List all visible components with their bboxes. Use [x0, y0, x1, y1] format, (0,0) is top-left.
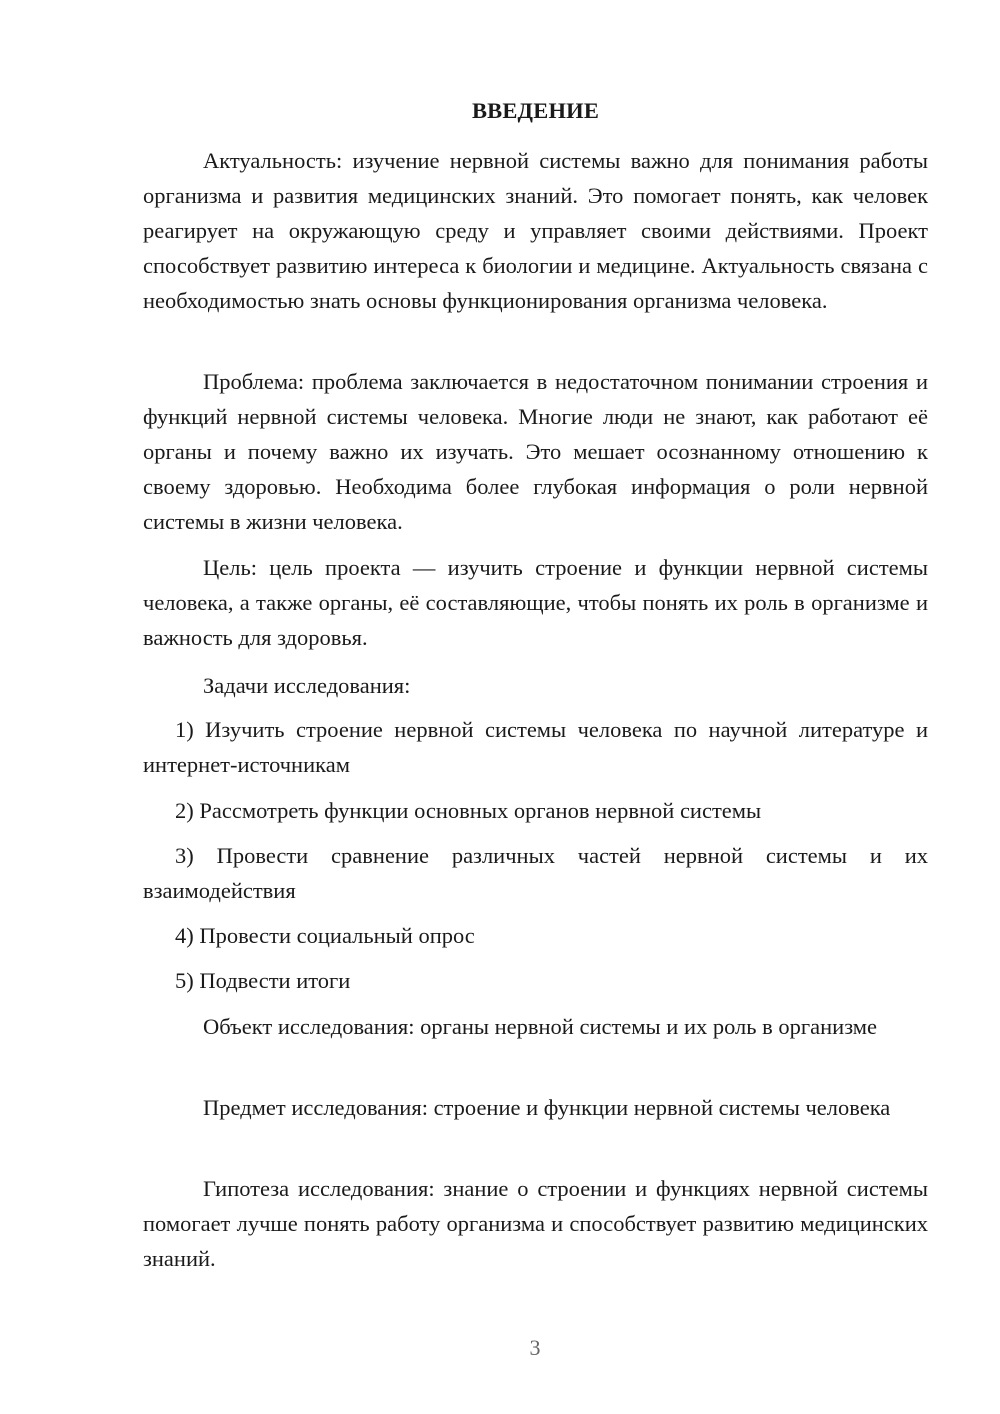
subject-paragraph: Предмет исследования: строение и функции нервной системы человека — [203, 1095, 891, 1120]
problem-paragraph: Проблема: проблема заключается в недостаточном понимании строения и функций нервной системы человека. Многие люди не знают, как работают её органы и почему важно их изучать. Это мешает осознанному отношению к своему здоровью. Необходима более глубокая информация о роли нервной системы в жизни человека. — [143, 369, 928, 534]
relevance-paragraph: Актуальность: изучение нервной системы важно для понимания работы организма и развития медицинских знаний. Это помогает понять, как человек реагирует на окружающую среду и управляет своими действиями. Проект способствует развитию интереса к биологии и медицине. Актуальность связана с необходимостью знать основы функционирования организма человека. — [143, 148, 928, 313]
task-item-1: 1) Изучить строение нервной системы человека по научной литературе и интернет-источникам — [143, 717, 928, 777]
task-item-2: 2) Рассмотреть функции основных органов нервной системы — [175, 798, 762, 823]
tasks-heading: Задачи исследования: — [203, 673, 411, 698]
task-item-4: 4) Провести социальный опрос — [175, 923, 475, 948]
task-item-3: 3) Провести сравнение различных частей нервной системы и их взаимодействия — [143, 843, 928, 903]
hypothesis-paragraph: Гипотеза исследования: знание о строении и функциях нервной системы помогает лучше понять работу организма и способствует развитию медицинских знаний. — [143, 1176, 928, 1271]
page-number: 3 — [529, 1335, 541, 1360]
goal-paragraph: Цель: цель проекта — изучить строение и функции нервной системы человека, а также органы, её составляющие, чтобы понять их роль в организме и важность для здоровья. — [143, 555, 928, 650]
page-title: ВВЕДЕНИЕ — [471, 98, 600, 123]
object-paragraph: Объект исследования: органы нервной системы и их роль в организме — [203, 1014, 878, 1039]
task-item-5: 5) Подвести итоги — [175, 968, 351, 993]
